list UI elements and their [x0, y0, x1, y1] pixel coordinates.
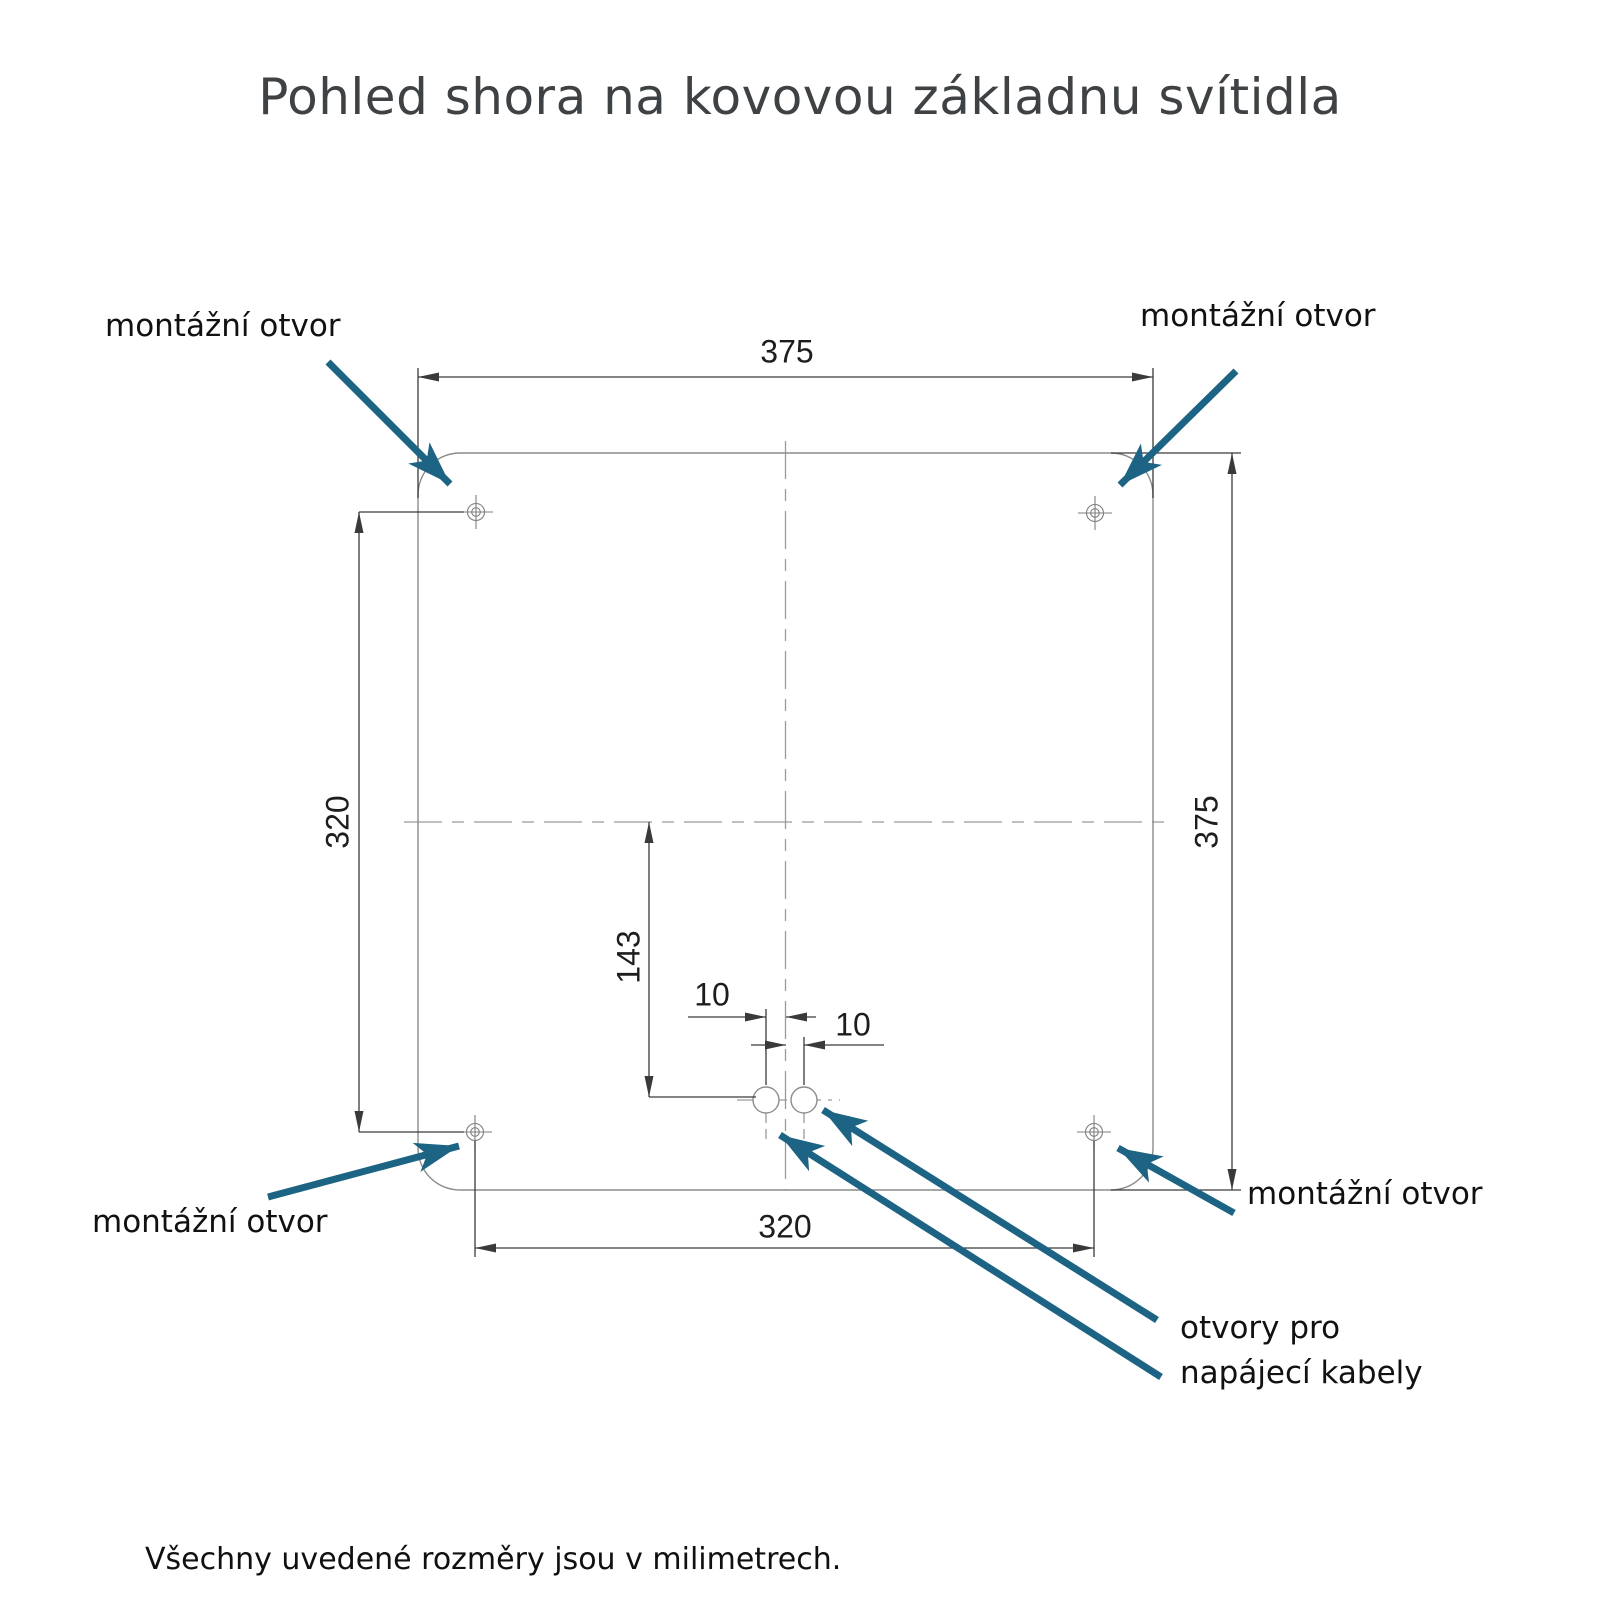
label-mounting-hole-top-right: montážní otvor [1140, 298, 1376, 334]
label-mounting-hole-bottom-left: montážní otvor [92, 1204, 328, 1240]
dim-text-bottom-320: 320 [758, 1208, 812, 1245]
cable-hole-left [753, 1087, 779, 1113]
leader-arrow-bottom-right [1118, 1148, 1234, 1213]
leader-arrow-cable-hole-left [780, 1135, 1161, 1377]
mounting-hole-top-left [459, 495, 493, 529]
footer-note: Všechny uvedené rozměry jsou v milimetrech. [145, 1542, 842, 1577]
dim-text-top-375: 375 [760, 333, 814, 370]
leader-arrow-top-left [328, 362, 450, 484]
leader-arrow-cable-hole-right [823, 1110, 1157, 1320]
dim-text-left-320: 320 [319, 795, 356, 849]
dim-text-right-375: 375 [1188, 795, 1225, 849]
leader-arrow-top-right [1120, 371, 1236, 485]
label-cable-holes-line1: otvory pro [1180, 1310, 1341, 1346]
dim-text-10-left: 10 [694, 976, 730, 1013]
label-mounting-hole-top-left: montážní otvor [105, 308, 341, 344]
label-mounting-hole-bottom-right: montážní otvor [1247, 1176, 1483, 1212]
page-title: Pohled shora na kovovou základnu svítidla [258, 68, 1342, 126]
cable-hole-right [791, 1087, 817, 1113]
dim-text-143: 143 [610, 930, 647, 984]
mounting-hole-top-right [1078, 496, 1112, 530]
dim-text-10-right: 10 [835, 1006, 871, 1043]
centerlines [404, 441, 1168, 1190]
dimension-lines [359, 368, 1241, 1257]
leader-arrow-bottom-left [268, 1146, 459, 1197]
label-cable-holes-line2: napájecí kabely [1180, 1354, 1423, 1391]
label-cable-holes [1180, 1306, 1423, 1396]
